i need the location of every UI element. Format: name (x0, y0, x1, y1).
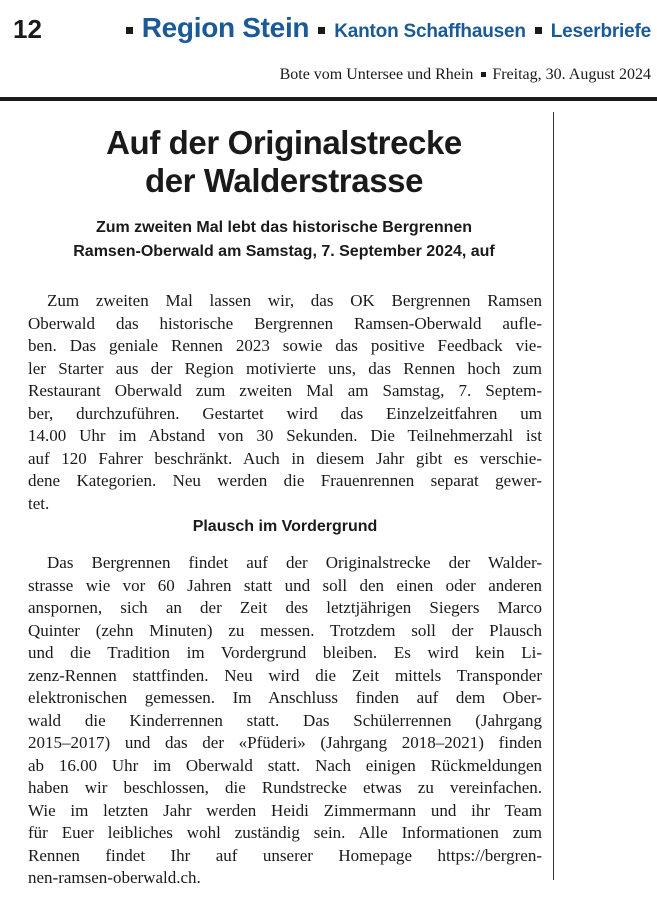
text-line: ben. Das geniale Rennen 2023 sowie das positive Feedback vie- (28, 336, 542, 355)
text-line: auf 120 Fahrer beschränkt. Auch in diesem Jahr gibt es verschie- (28, 448, 542, 468)
subhead-line: Ramsen-Oberwald am Samstag, 7. September 2024, auf (73, 243, 495, 260)
text-line: ler Starter aus der Region motivierte uns, das Rennen hoch zum (28, 358, 542, 378)
publication-meta (280, 66, 651, 84)
text-line: nen-ramsen-oberwald.ch. (28, 868, 201, 887)
section-title-region-stein: Region Stein (141, 12, 310, 43)
headline-line: der Walderstrasse (144, 162, 424, 199)
text-line: Quinter (zehn Minuten) zu messen. Trotzdem soll der Plausch (28, 620, 542, 640)
text-line: 2015–2017) und das der «Pfüderi» (Jahrgang 2018–2021) finden (28, 733, 542, 752)
subhead-line: Zum zweiten Mal lebt das historische Bergrennen (95, 219, 473, 236)
text-line: Wie im letzten Jahr werden Heidi Zimmermann und ihr Team (28, 800, 542, 820)
text-line: für Euer leibliches wohl zuständig sein. Alle Informationen zum (28, 823, 542, 842)
text-line: Oberwald das historische Bergrennen Ramsen-Oberwald aufle- (28, 313, 542, 333)
section-title-leserbriefe: Leserbriefe (550, 21, 651, 42)
square-bullet-icon (126, 27, 133, 34)
article-subheadline (14, 216, 554, 264)
article-paragraph-2 (28, 552, 542, 890)
square-bullet-icon (481, 72, 486, 77)
section-title-kanton: Kanton Schaffhausen (334, 21, 526, 42)
text-line: Restaurant Oberwald zum zweiten Mal am Samstag, 7. Septem- (28, 381, 542, 400)
section-header (117, 12, 651, 44)
text-line: dene Kategorien. Neu werden die Frauenrennen separat gewer- (28, 471, 542, 490)
article-crosshead: Plausch im Vordergrund (192, 518, 378, 535)
text-line: wald die Kinderrennen statt. Das Schülerrennen (Jahrgang (28, 710, 542, 730)
page-number: 12 (13, 14, 42, 44)
article-headline (14, 124, 554, 200)
text-line: Rennen findet Ihr auf unserer Homepage https://bergren- (28, 845, 542, 865)
text-line: strasse wie vor 60 Jahren statt und soll den einen oder anderen (28, 575, 542, 595)
headline-line: Auf der Originalstrecke (106, 124, 462, 161)
text-line: und die Tradition im Vordergrund bleiben. Es wird kein Li- (28, 643, 542, 662)
text-line: anspornen, sich an der Zeit des letztjährigen Siegers Marco (28, 598, 542, 617)
text-line: ab 16.00 Uhr im Oberwald statt. Nach einigen Rückmeldungen (28, 755, 542, 775)
text-line: haben wir beschlossen, die Rundstrecke etwas zu vereinfachen. (28, 778, 542, 797)
publication-date: Freitag, 30. August 2024 (492, 66, 651, 83)
text-line: Zum zweiten Mal lassen wir, das OK Bergrennen Ramsen (47, 291, 542, 310)
text-line: 14.00 Uhr im Abstand von 30 Sekunden. Die Teilnehmerzahl ist (28, 426, 542, 445)
header-rule (0, 97, 657, 101)
square-bullet-icon (535, 27, 542, 34)
text-line: zenz-Rennen stattfinden. Neu wird die Zeit mittels Transponder (28, 665, 542, 685)
text-line: Das Bergrennen findet auf der Originalstrecke der Walder- (47, 553, 542, 572)
square-bullet-icon (318, 27, 325, 34)
text-line: ber, durchzuführen. Gestartet wird das Einzelzeitfahren um (28, 403, 542, 423)
article-paragraph-1 (28, 290, 542, 515)
text-line: elektronischen gemessen. Im Anschluss finden auf dem Ober- (28, 688, 542, 707)
text-line: tet. (28, 493, 50, 513)
newspaper-name: Bote vom Untersee und Rhein (279, 66, 474, 83)
